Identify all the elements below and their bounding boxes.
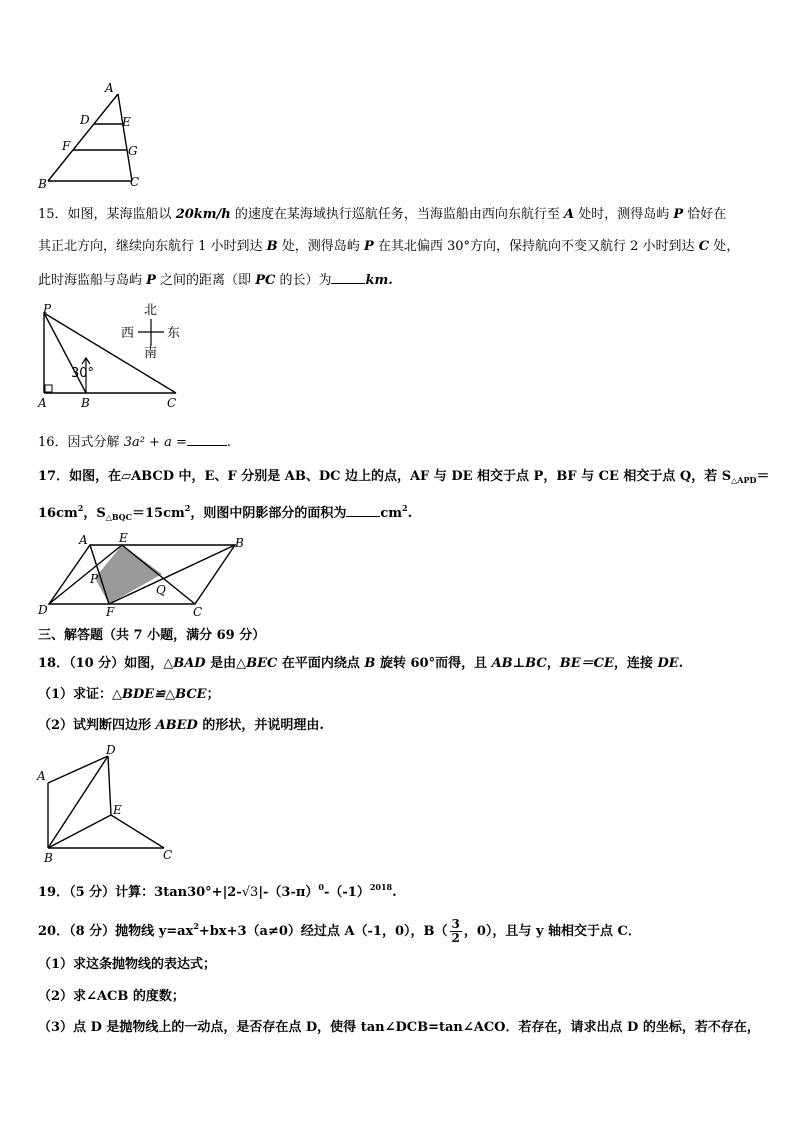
answer-blank[interactable] [331,271,365,284]
label-east: 东 [167,326,181,341]
label-C: C [163,848,173,862]
figure-q17 [30,530,255,622]
label-G: G [128,144,138,158]
label-south: 南 [144,346,158,361]
fraction-3-2: $\frac{3}{2}$ [451,917,460,945]
label-30: 30° [71,366,95,381]
q19-line: 19．（5 分）计算：$3\tan 30^\circ+|2-√3|-(3-\pi)^0-(-1)^{2018}$. [38,882,397,900]
q17-line2: $16cm^2$，$S_{\triangle BQC}=15cm^2$，则图中阴影部分的面积为 $cm^2$. [38,503,413,522]
label-Q: Q [156,583,166,597]
label-A: A [79,533,88,547]
label-C: C [167,396,177,410]
label-D: D [80,113,90,127]
label-C: C [130,175,140,189]
label-F: F [62,139,71,153]
label-west: 西 [121,326,135,341]
label-A: A [38,396,47,410]
label-F: F [106,605,115,619]
label-E: E [119,531,128,545]
label-D: D [38,603,48,617]
q15-line1: 15．如图，某海监船以 20km/h 的速度在某海域执行巡航任务，当海监船由西向东航行至 A 处时，测得岛屿 P 恰好在 [38,207,727,222]
q20-part3: （3）点 D 是抛物线上的一动点，是否存在点 D，使得 tan∠DCB=tan∠ACO．若存在，请求出点 D 的坐标，若不存在， [38,1020,760,1035]
q15-line2: 其正北方向，继续向东航行 1 小时到达 B 处，测得岛屿 P 在其北偏西 30°方向，保持航向不变又航行 2 小时到达 C 处， [38,239,740,254]
label-B: B [38,177,47,191]
figure-q15 [30,300,190,415]
label-A: A [105,81,114,95]
q20-part1: （1）求这条抛物线的表达式； [38,957,217,972]
label-B: B [235,536,244,550]
label-E: E [113,803,122,817]
label-A: A [37,769,46,783]
q17-line1: 17．如图，在▱ABCD 中，E、F 分别是 AB、DC 边上的点，AF 与 DE 相交于点 P，BF 与 CE 相交于点 Q，若 $S_{\triangle APD}=$ [38,469,770,485]
q15-line3: 此时海监船与岛屿 P 之间的距离（即 PC 的长）为 km. [38,273,393,288]
label-B: B [81,396,90,410]
figure-q14 [30,80,150,195]
label-B: B [44,851,53,865]
section-header: 三、解答题（共 7 小题，满分 69 分） [38,628,266,643]
answer-blank[interactable] [187,433,227,446]
q18-part2: （2）试判断四边形 ABED 的形状，并说明理由. [38,718,324,733]
label-D: D [106,743,116,757]
q16-line: 16．因式分解 3a² + a = . [38,435,231,450]
label-north: 北 [144,303,158,318]
label-E: E [122,115,131,129]
q18-part1: （1）求证：△BDE≌△BCE； [38,687,220,702]
answer-blank[interactable] [346,504,380,517]
q20-line1: 20．（8 分）抛物线 $y=ax^2+bx+3(a\ne 0)$经过点 A（-1，0），B（ $\frac{3}{2}$ ，0），且与 y 轴相交于点 C． [38,917,641,945]
figure-q18 [30,742,190,867]
q20-part2: （2）求∠ACB 的度数； [38,989,185,1004]
label-C: C [193,605,203,619]
q18-line1: 18．（10 分）如图，△BAD 是由△BEC 在平面内绕点 B 旋转 60°而得，且 AB⊥BC，BE＝CE，连接 DE. [38,656,684,671]
label-P: P [90,572,99,586]
label-P: P [43,302,52,316]
